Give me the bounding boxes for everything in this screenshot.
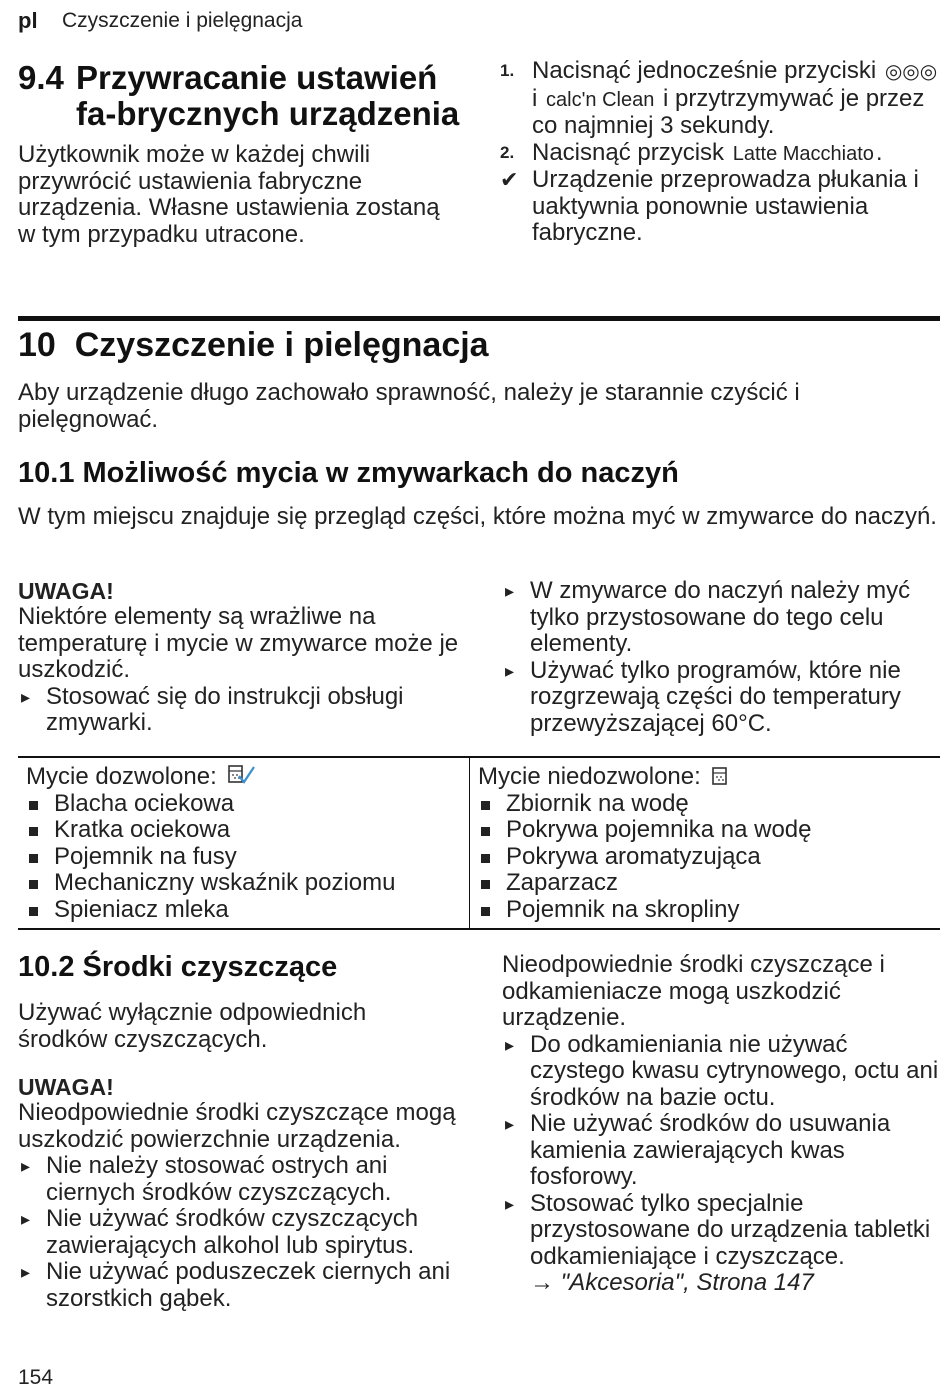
dishwasher-table bbox=[18, 756, 940, 930]
warning-text: Niektóre elementy są wrażliwe na temperaturę i mycie w zmywarce może je uszkodzić. bbox=[18, 603, 459, 683]
list-item: Zbiornik na wodę bbox=[478, 791, 940, 818]
warning-text: Nieodpowiednie środki czyszczące mogą uszkodzić powierzchnie urządzenia. bbox=[18, 1099, 456, 1153]
list-item: ▸ Nie używać poduszeczek ciernych ani szorstkich gąbek. bbox=[18, 1259, 468, 1312]
allowed-items bbox=[26, 791, 469, 924]
step-text: Nacisnąć przycisk bbox=[532, 138, 725, 166]
list-item: ▸ Nie używać środków do usuwania kamienia zawierających kwas fosforowy. bbox=[502, 1111, 942, 1191]
header-section-title: Czyszczenie i pielęgnacja bbox=[62, 9, 303, 32]
chapter-title-text: Czyszczenie i pielęgnacja bbox=[74, 326, 489, 364]
forbidden-column bbox=[469, 758, 940, 928]
coffee-strength-buttons-icon: ◎◎◎ bbox=[884, 61, 938, 83]
latte-macchiato-button-label: Latte Macchiato bbox=[732, 142, 874, 165]
result-text: Urządzenie przeprowadza płukania i uaktywnia ponownie ustawienia fabryczne. bbox=[532, 166, 919, 246]
reset-step-1 bbox=[500, 58, 945, 140]
warning-bullets bbox=[18, 1153, 468, 1312]
warning-bullets bbox=[18, 684, 468, 737]
list-item: ▸ Nie używać środków czyszczących zawierających alkohol lub spirytus. bbox=[18, 1206, 468, 1259]
allowed-column bbox=[18, 758, 469, 928]
section-10-2-body: Używać wyłącznie odpowiednich środków czyszczących. bbox=[18, 999, 367, 1053]
warning-label: UWAGA! bbox=[18, 578, 114, 604]
section-10-1-intro: W tym miejscu znajduje się przegląd części, które można myć w zmywarce do naczyń. bbox=[18, 503, 937, 530]
list-item: Mechaniczny wskaźnik poziomu bbox=[26, 870, 469, 897]
step-text: i przytrzymywać je przez co najmniej 3 sekundy. bbox=[532, 84, 925, 139]
accessories-reference-link[interactable]: → "Akcesoria", Strona 147 bbox=[530, 1269, 814, 1296]
chapter-number: 10 bbox=[18, 326, 56, 364]
section-9-4-title: Przywracanie ustawień fa-brycznych urządzenia bbox=[76, 59, 460, 132]
dishwasher-safe-icon bbox=[227, 764, 255, 786]
list-item: Blacha ociekowa bbox=[26, 791, 469, 818]
forbidden-label: Mycie niedozwolone: bbox=[478, 763, 701, 790]
section-10-2-title: 10.2 Środki czyszczące bbox=[18, 951, 338, 983]
descaling-bullets bbox=[502, 1032, 942, 1271]
warning-cleaning-agents bbox=[18, 1074, 468, 1312]
page-number: 154 bbox=[18, 1366, 54, 1389]
forbidden-items bbox=[478, 791, 940, 924]
dishwasher-instructions bbox=[502, 578, 942, 737]
list-item: Spieniacz mleka bbox=[26, 897, 469, 924]
list-item: ▸ Stosować tylko specjalnie przystosowane do urządzenia tabletki odkamieniające i czyszczące. bbox=[502, 1191, 942, 1271]
list-item: Pokrywa aromatyzująca bbox=[478, 844, 940, 871]
forbidden-header bbox=[478, 764, 940, 791]
chapter-10-title bbox=[18, 326, 489, 365]
warning-dishwasher bbox=[18, 578, 468, 737]
reset-steps-list bbox=[500, 58, 945, 247]
checkmark-icon: ✔ bbox=[500, 167, 519, 192]
chapter-divider bbox=[18, 316, 940, 321]
descaling-instructions bbox=[502, 952, 942, 1297]
section-9-4-number: 9.4 bbox=[18, 59, 64, 96]
calc-n-clean-button-label: calc'n Clean bbox=[546, 88, 655, 111]
list-item: Pojemnik na skropliny bbox=[478, 897, 940, 924]
list-item: Kratka ociekowa bbox=[26, 817, 469, 844]
list-item: ▸ W zmywarce do naczyń należy myć tylko przystosowane do tego celu elementy. bbox=[502, 578, 942, 658]
step-number: 1. bbox=[500, 61, 515, 80]
list-item: ▸ Do odkamieniania nie używać czystego kwasu cytrynowego, octu ani środków na bazie octu. bbox=[502, 1032, 942, 1112]
list-item: ▸ Używać tylko programów, które nie rozgrzewają części do temperatury przewyższającej 60°C. bbox=[502, 658, 942, 738]
chapter-10-intro: Aby urządzenie długo zachowało sprawność, należy je starannie czyścić i pielęgnować. bbox=[18, 379, 800, 433]
allowed-label: Mycie dozwolone: bbox=[26, 763, 217, 790]
reset-step-2 bbox=[500, 140, 945, 168]
warning-label: UWAGA! bbox=[18, 1074, 114, 1100]
section-10-1-title: 10.1 Możliwość mycia w zmywarkach do naczyń bbox=[18, 457, 679, 489]
step-number: 2. bbox=[500, 142, 515, 162]
not-dishwasher-safe-icon bbox=[711, 766, 729, 786]
header-language: pl bbox=[18, 8, 38, 33]
instruction-bullets bbox=[502, 578, 942, 737]
list-item: ▸ Nie należy stosować ostrych ani ciernych środków czyszczących. bbox=[18, 1153, 468, 1206]
step-text: i bbox=[532, 84, 538, 112]
step-text: . bbox=[875, 138, 883, 166]
list-item: ▸ Stosować się do instrukcji obsługi zmywarki. bbox=[18, 684, 468, 737]
list-item: Pojemnik na fusy bbox=[26, 844, 469, 871]
list-item: Pokrywa pojemnika na wodę bbox=[478, 817, 940, 844]
step-text: Nacisnąć jednocześnie przyciski bbox=[532, 57, 877, 84]
allowed-header bbox=[26, 764, 469, 791]
section-9-4-body: Użytkownik może w każdej chwili przywrócić ustawienia fabryczne urządzenia. Własne ustawienia zostaną w tym przypadku utracone. bbox=[18, 141, 440, 248]
descaling-intro: Nieodpowiednie środki czyszczące i odkamieniacze mogą uszkodzić urządzenie. bbox=[502, 951, 885, 1031]
reset-result bbox=[500, 167, 945, 247]
list-item: Zaparzacz bbox=[478, 870, 940, 897]
